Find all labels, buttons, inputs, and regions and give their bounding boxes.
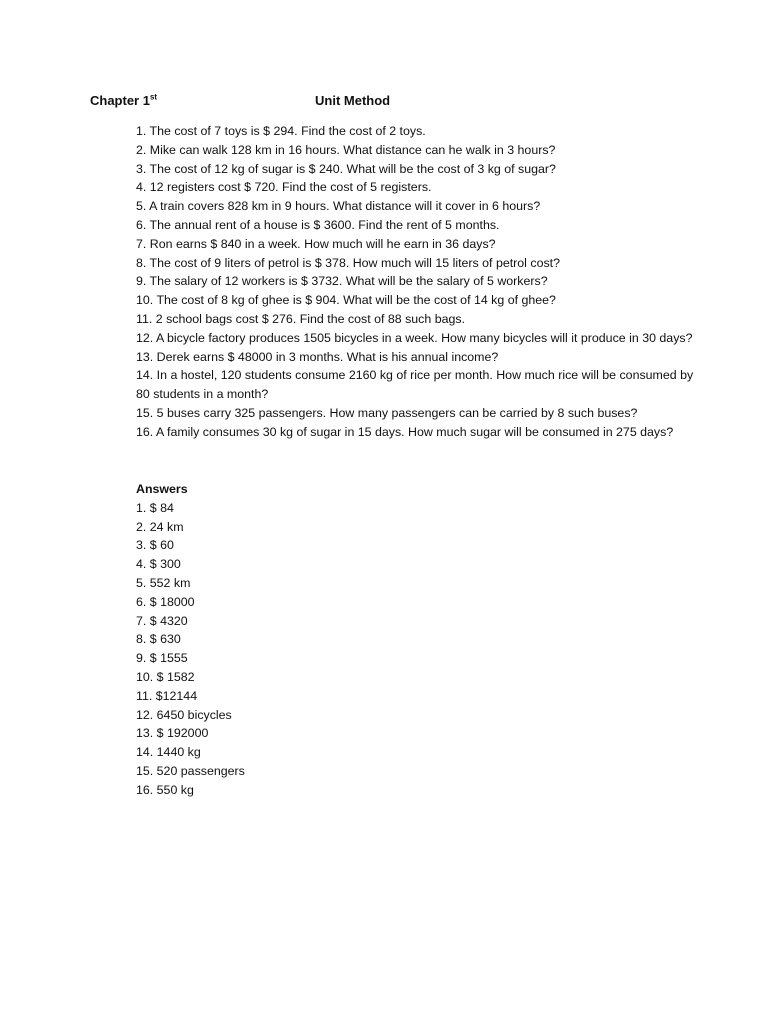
question-item: 8. The cost of 9 liters of petrol is $ 378. How much will 15 liters of petrol cost?: [136, 255, 560, 270]
answer-item: 7. $ 4320: [136, 613, 188, 628]
answer-item: 9. $ 1555: [136, 651, 188, 666]
question-item: 2. Mike can walk 128 km in 16 hours. What distance can he walk in 3 hours?: [136, 142, 556, 157]
question-item: 5. A train covers 828 km in 9 hours. What distance will it cover in 6 hours?: [136, 199, 541, 214]
answer-item: 3. $ 60: [136, 538, 174, 553]
question-item: 3. The cost of 12 kg of sugar is $ 240. What will be the cost of 3 kg of sugar?: [136, 161, 556, 176]
answer-item: 1. $ 84: [136, 500, 174, 515]
question-item: 15. 5 buses carry 325 passengers. How many passengers can be carried by 8 such buses?: [136, 405, 638, 420]
answer-item: 15. 520 passengers: [136, 763, 245, 778]
question-item: 9. The salary of 12 workers is $ 3732. What will be the salary of 5 workers?: [136, 274, 548, 289]
question-item: 16. A family consumes 30 kg of sugar in 15 days. How much sugar will be consumed in 275 days?: [136, 424, 674, 439]
answer-item: 14. 1440 kg: [136, 745, 201, 760]
answers-section: [136, 480, 436, 800]
answer-list: [136, 499, 436, 800]
answer-item: 6. $ 18000: [136, 594, 195, 609]
question-item: 1. The cost of 7 toys is $ 294. Find the cost of 2 toys.: [136, 124, 426, 138]
question-item: 6. The annual rent of a house is $ 3600. Find the rent of 5 months.: [136, 217, 500, 232]
answer-item: 10. $ 1582: [136, 669, 195, 684]
answer-item: 11. $12144: [136, 688, 198, 703]
question-item: 11. 2 school bags cost $ 276. Find the cost of 88 such bags.: [136, 311, 466, 326]
question-item: 13. Derek earns $ 48000 in 3 months. What is his annual income?: [136, 349, 499, 364]
answers-heading: Answers: [136, 482, 188, 496]
question-item: 12. A bicycle factory produces 1505 bicycles in a week. How many bicycles will it produce in 30 days?: [136, 330, 693, 345]
answer-item: 8. $ 630: [136, 632, 181, 647]
question-item: 7. Ron earns $ 840 in a week. How much will he earn in 36 days?: [136, 236, 496, 251]
chapter-superscript: st: [149, 92, 158, 102]
page-title: Unit Method: [315, 93, 391, 108]
answer-item: 16. 550 kg: [136, 782, 194, 797]
answer-item: 2. 24 km: [136, 519, 184, 534]
chapter-text: Chapter 1: [90, 93, 150, 108]
question-item: 4. 12 registers cost $ 720. Find the cost of 5 registers.: [136, 180, 432, 195]
answer-item: 4. $ 300: [136, 557, 181, 572]
answer-item: 12. 6450 bicycles: [136, 707, 232, 722]
question-item: 10. The cost of 8 kg of ghee is $ 904. What will be the cost of 14 kg of ghee?: [136, 293, 556, 308]
question-list: [136, 122, 696, 442]
answer-item: 13. $ 192000: [136, 726, 209, 741]
chapter-label: [90, 93, 157, 108]
answer-item: 5. 552 km: [136, 575, 191, 590]
question-item: 14. In a hostel, 120 students consume 2160 kg of rice per month. How much rice will be consumed by 80 students in a month?: [136, 368, 694, 402]
page-header: [90, 93, 690, 113]
